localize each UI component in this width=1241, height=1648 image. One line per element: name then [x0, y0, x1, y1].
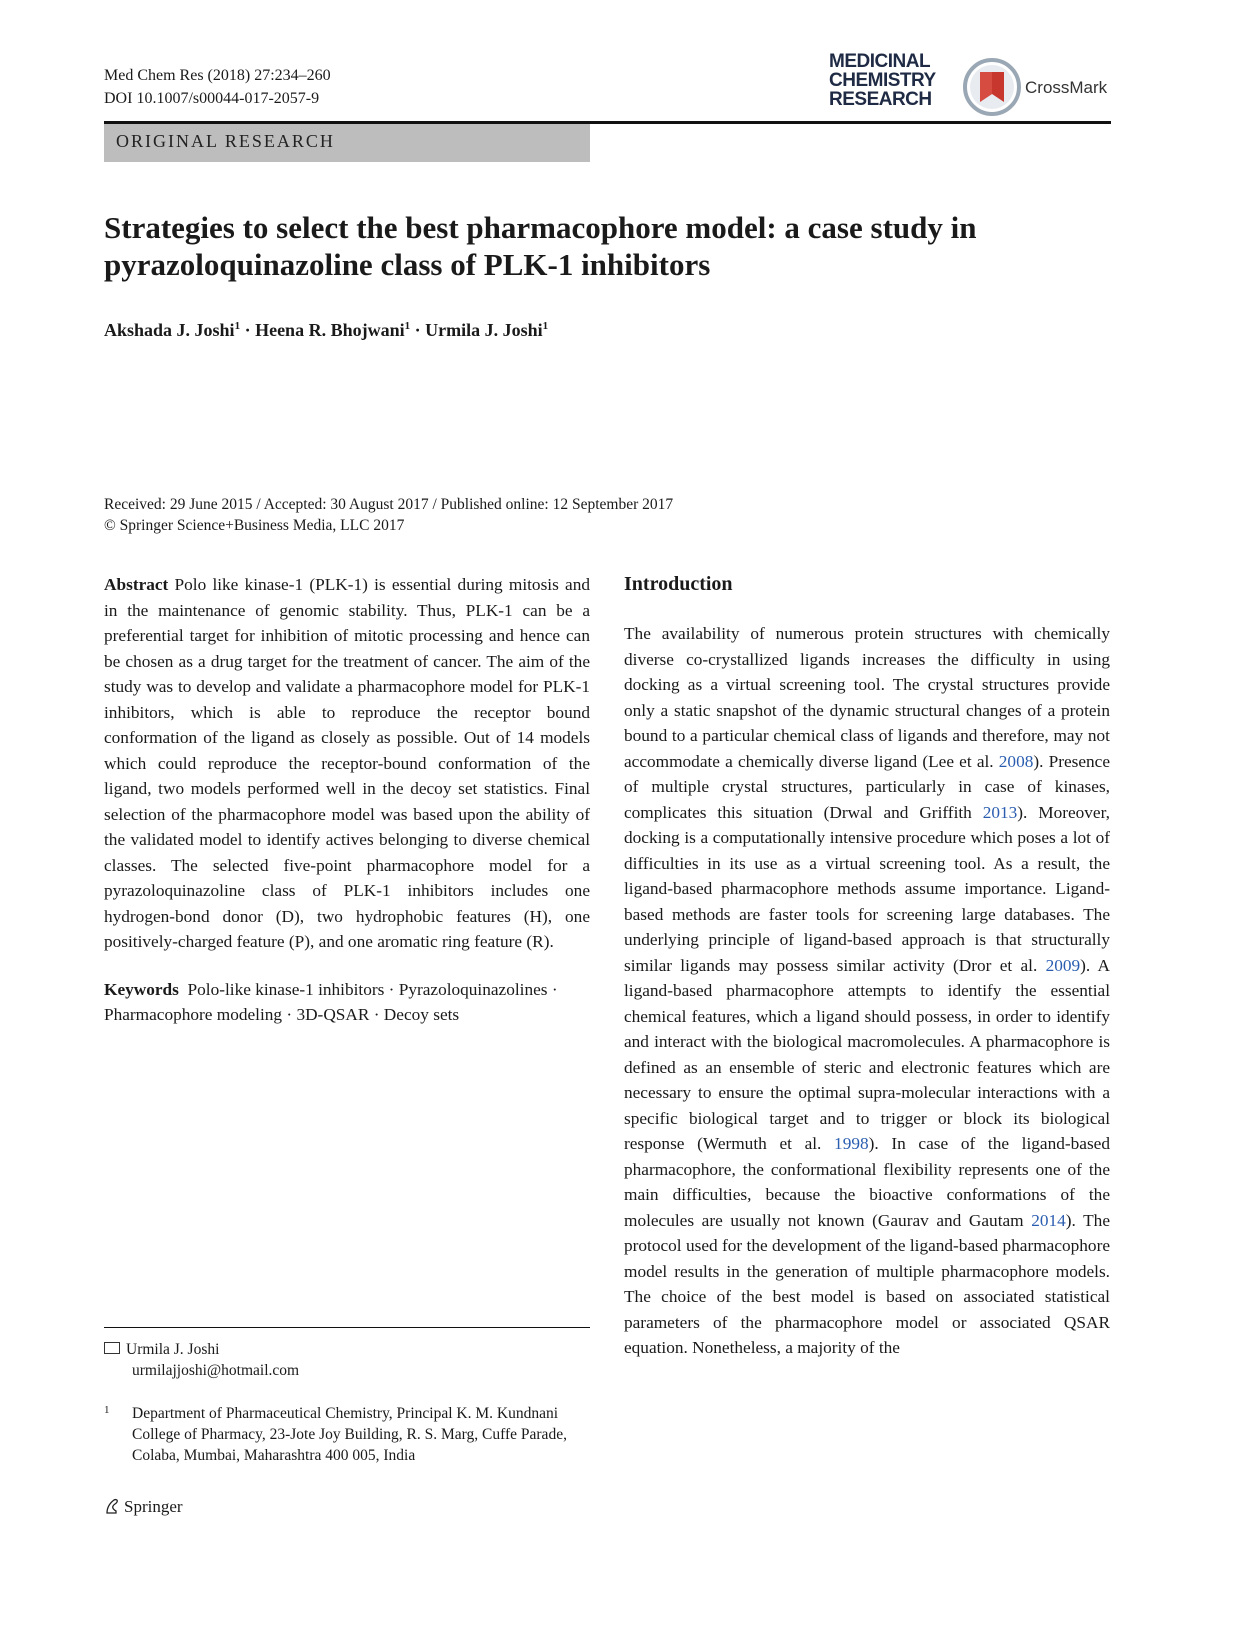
publisher-footer: [104, 1497, 183, 1517]
corresponding-author: [104, 1339, 299, 1381]
journal-citation: Med Chem Res (2018) 27:234–260: [104, 67, 331, 84]
introduction-text: ). In case of the ligand-based pharmacophore, the conformational flexibility represents one of the main difficulties, because the bioactive conformations of the molecules are usually not known (Gaurav and Gautam: [624, 1134, 1110, 1230]
section-label: ORIGINAL RESEARCH: [116, 131, 335, 151]
author-name[interactable]: Urmila J. Joshi: [425, 320, 543, 340]
author-separator: ·: [410, 320, 426, 340]
author-list: [104, 320, 548, 341]
introduction-text: ). Moreover, docking is a computationally intensive procedure which poses a lot of difficulties in its use as a virtual screening tool. As a result, the ligand-based pharmacophore methods assume importance. Ligand-based methods are faster tools for screening large databases. The underlying principle of ligand-based approach is that structurally similar ligands may possess similar activity (Dror et al.: [624, 802, 1110, 975]
citation-link[interactable]: 2009: [1045, 955, 1081, 975]
citation-link[interactable]: 2014: [1031, 1210, 1066, 1230]
logo-line-2: CHEMISTRY: [829, 70, 936, 91]
crossmark-label[interactable]: CrossMark: [1025, 78, 1108, 97]
affiliation-text: Department of Pharmaceutical Chemistry, Principal K. M. Kundnani College of Pharmacy, 23-Jote Joy Building, R. S. Marg, Cuffe Parade, Colaba, Mumbai, Maharashtra 400 005, India: [132, 1405, 567, 1464]
author-name[interactable]: Akshada J. Joshi: [104, 320, 235, 340]
corresponding-email[interactable]: urmilajjoshi@hotmail.com: [132, 1362, 300, 1379]
author-affiliation-mark: 1: [542, 320, 549, 332]
affiliation-number: 1: [104, 1404, 110, 1416]
article-doi: DOI 10.1007/s00044-017-2057-9: [104, 90, 320, 107]
journal-reference: [104, 64, 331, 110]
citation-link[interactable]: 2008: [998, 751, 1034, 771]
introduction-text: The availability of numerous protein structures with chemically diverse co-crystallized ligands increases the difficulty in using docking as a virtual screening tool. The crystal structures provide only a static snapshot of the dynamic structural changes of a protein bound to a particular chemical class of ligands and therefore, may not accommodate a chemically diverse ligand (Lee et al.: [624, 624, 1110, 771]
right-column: [624, 572, 1110, 1361]
introduction-body: [624, 621, 1110, 1361]
introduction-text: ). A ligand-based pharmacophore attempts to identify the essential chemical features, which a ligand should possess, in order to identify and interact with the biological macromolecules. A pharmacophore is defined as an ensemble of steric and electronic features which are necessary to ensure the optimal supra-molecular interactions with a specific biological target and to trigger or block its biological response (Wermuth et al.: [624, 955, 1111, 1153]
abstract-text: Polo like kinase-1 (PLK-1) is essential during mitosis and in the maintenance of genomic stability. Thus, PLK-1 can be a preferential target for inhibition of mitotic processing and hence can be chosen as a drug target for the treatment of cancer. The aim of the study was to develop and validate a pharmacophore model for PLK-1 inhibitors, which is able to reproduce the receptor bound conformation of the ligand as closely as possible. Out of 14 models which could reproduce the receptor-bound conformation of the ligand, two models performed well in the decoy set statistics. Final selection of the pharmacophore model was based upon the ability of the validated model to identify actives belonging to diverse chemical classes. The selected five-point pharmacophore model for a pyrazoloquinazoline class of PLK-1 inhibitors includes one hydrogen-bond donor (D), two hydrophobic features (H), one positively-charged feature (P), and one aromatic ring feature (R).: [104, 575, 590, 951]
left-column: [104, 572, 590, 1028]
author-separator: ·: [240, 320, 256, 340]
logo-line-3: RESEARCH: [829, 89, 932, 110]
section-band: [104, 124, 590, 162]
envelope-icon: [104, 1342, 120, 1354]
introduction-text: ). Presence of multiple crystal structures, particularly in case of kinases, complicates this situation (Drwal and Griffith: [624, 751, 1110, 822]
copyright-notice: © Springer Science+Business Media, LLC 2017: [104, 517, 405, 534]
springer-horse-icon: [104, 1497, 120, 1515]
article-title: [104, 209, 1064, 283]
introduction-text: ). The protocol used for the development of the ligand-based pharmacophore model results in the generation of multiple pharmacophore models. The choice of the best model is based on associated statistical parameters of the pharmacophore model or associated QSAR equation. Nonetheless, a majority of the: [624, 1210, 1110, 1357]
author-affiliation-mark: 1: [404, 320, 411, 332]
crossmark-icon[interactable]: [963, 58, 1021, 116]
publisher-name: Springer: [124, 1497, 183, 1516]
citation-link[interactable]: 2013: [982, 802, 1018, 822]
footnote-rule: [104, 1327, 590, 1328]
journal-logo: [829, 52, 936, 109]
keywords-text: Polo-like kinase-1 inhibitors · Pyrazoloquinazolines · Pharmacophore modeling · 3D-QSAR · Decoy sets: [104, 979, 558, 1024]
title-line-1: Strategies to select the best pharmacophore model: a case study in: [104, 210, 977, 245]
keywords: [104, 977, 590, 1028]
introduction-heading: Introduction: [624, 573, 733, 595]
abstract-label: Abstract: [104, 575, 169, 594]
author-affiliation-mark: 1: [234, 320, 241, 332]
corresponding-name: Urmila J. Joshi: [126, 1341, 220, 1358]
author-name[interactable]: Heena R. Bhojwani: [255, 320, 405, 340]
affiliation: [104, 1403, 590, 1466]
abstract: [104, 572, 590, 955]
logo-line-1: MEDICINAL: [829, 51, 931, 72]
citation-link[interactable]: 1998: [834, 1134, 869, 1153]
received-accepted-dates: Received: 29 June 2015 / Accepted: 30 August 2017 / Published online: 12 September 2017: [104, 496, 674, 513]
keywords-label: Keywords: [104, 979, 179, 999]
publication-dates: [104, 494, 673, 536]
title-line-2: pyrazoloquinazoline class of PLK-1 inhibitors: [104, 247, 711, 282]
